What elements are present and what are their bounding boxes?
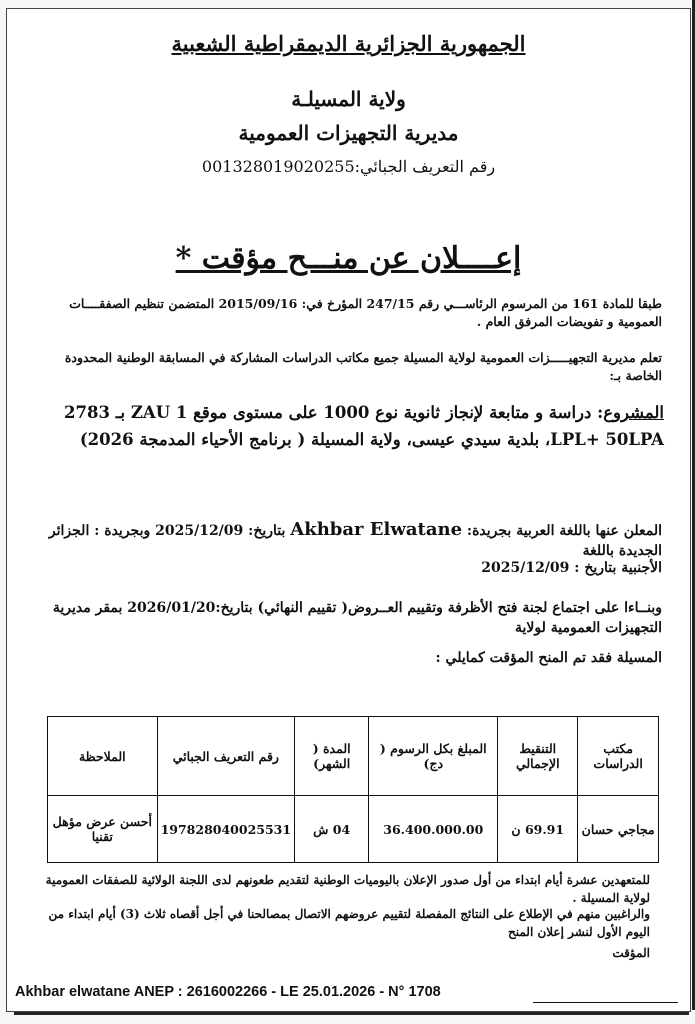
cell-duration: 04 ش — [295, 796, 369, 863]
appeal-note: للمتعهدين عشرة أيام ابتداء من أول صدور الإعلان باليوميات الوطنية لتقديم طعونهم لدى اللجنة الولائية للصفقات العمومية لولاية المسيلة . — [45, 873, 650, 905]
legal-basis-paragraph: طبقا للمادة 161 من المرسوم الرئاســـي رقم 247/15 المؤرخ في: 2015/09/16 المتضمن تنظيم الصفقــــات العمومية و تفويضات المرفق العام . — [69, 296, 662, 330]
cell-tax-id: 197828040025531 — [157, 796, 294, 863]
publication-line-4: المسيلة فقد تم المنح المؤقت كمايلي : — [435, 650, 662, 666]
header-remark: الملاحظة — [48, 717, 158, 796]
page-edge-bottom — [14, 1012, 689, 1015]
announcement-page — [6, 8, 691, 1012]
publication-line-2: الأجنبية بتاريخ : 2025/12/09 — [481, 560, 662, 576]
directorate-heading: مديرية التجهيزات العمومية — [238, 121, 459, 145]
header-duration: المدة ( الشهر) — [295, 717, 369, 796]
cell-amount: 36.400.000.00 — [369, 796, 498, 863]
page-title: إعــــلان عن منـــح مؤقت * — [175, 241, 522, 276]
newspaper-name: Akhbar Elwatane — [290, 519, 463, 540]
publication-prefix: المعلن عنها باللغة العربية بجريدة: — [466, 523, 662, 539]
table-header-row — [48, 717, 659, 796]
results-note-end: المؤقت — [612, 946, 650, 960]
tax-id-line: رقم التعريف الجبائي:001328019020255 — [201, 157, 496, 176]
project-description — [24, 399, 664, 453]
cell-remark: أحسن عرض مؤهل تقنيا — [48, 796, 158, 863]
header-tax-id: رقم التعريف الجبائي — [157, 717, 294, 796]
wilaya-heading: ولاية المسيلـة — [291, 87, 406, 111]
project-text: : دراسة و متابعة لإنجاز ثانوية نوع 1000 على مستوى موقع ZAU 1 بـ 2783 LPL+ 50LPA، بلدية سيدي عيسى، ولاية المسيلة ( برنامج الأحياء المدمجة 2026) — [64, 403, 664, 450]
table-row — [48, 796, 659, 863]
cell-study-office: مجاجي حسان — [578, 796, 659, 863]
project-label: المشروع — [603, 403, 664, 422]
award-table — [47, 716, 659, 863]
results-note: والراغبين منهم في الإطلاع على النتائج المفصلة لتقييم عروضهم الاتصال بمصالحنا في أجل أقصاه ثلاث (3) أيام ابتداء من اليوم الأول لنشر إعلان المنح — [48, 907, 650, 939]
header-amount: المبلغ بكل الرسوم ( دج) — [369, 717, 498, 796]
header-total-score: التنقيط الإجمالي — [498, 717, 578, 796]
header-study-office: مكتب الدراسات — [578, 717, 659, 796]
publication-line-1 — [22, 517, 662, 562]
publication-suffix: بتاريخ: 2025/12/09 وبجريدة : الجزائر الجديدة باللغة — [48, 523, 662, 560]
footer-underline — [533, 1002, 678, 1003]
cell-total-score: 69.91 ن — [498, 796, 578, 863]
publication-line-3: وبنــاءا على اجتماع لجنة فتح الأظرفة وتقييم العــروض( تقييم النهائي) بتاريخ:2026/01/20 بمقر مديرية التجهيزات العمومية لولاية — [52, 600, 662, 636]
notice-paragraph: تعلم مديرية التجهيـــــزات العمومية لولاية المسيلة جميع مكاتب الدراسات المشاركة في المسابقة الوطنية المحدودة الخاصة بـ: — [64, 350, 662, 384]
publication-footer: Akhbar elwatane ANEP : 2616002266 - LE 25.01.2026 - N° 1708 — [15, 984, 441, 1000]
republic-heading: الجمهورية الجزائرية الديمقراطية الشعبية — [171, 31, 526, 56]
